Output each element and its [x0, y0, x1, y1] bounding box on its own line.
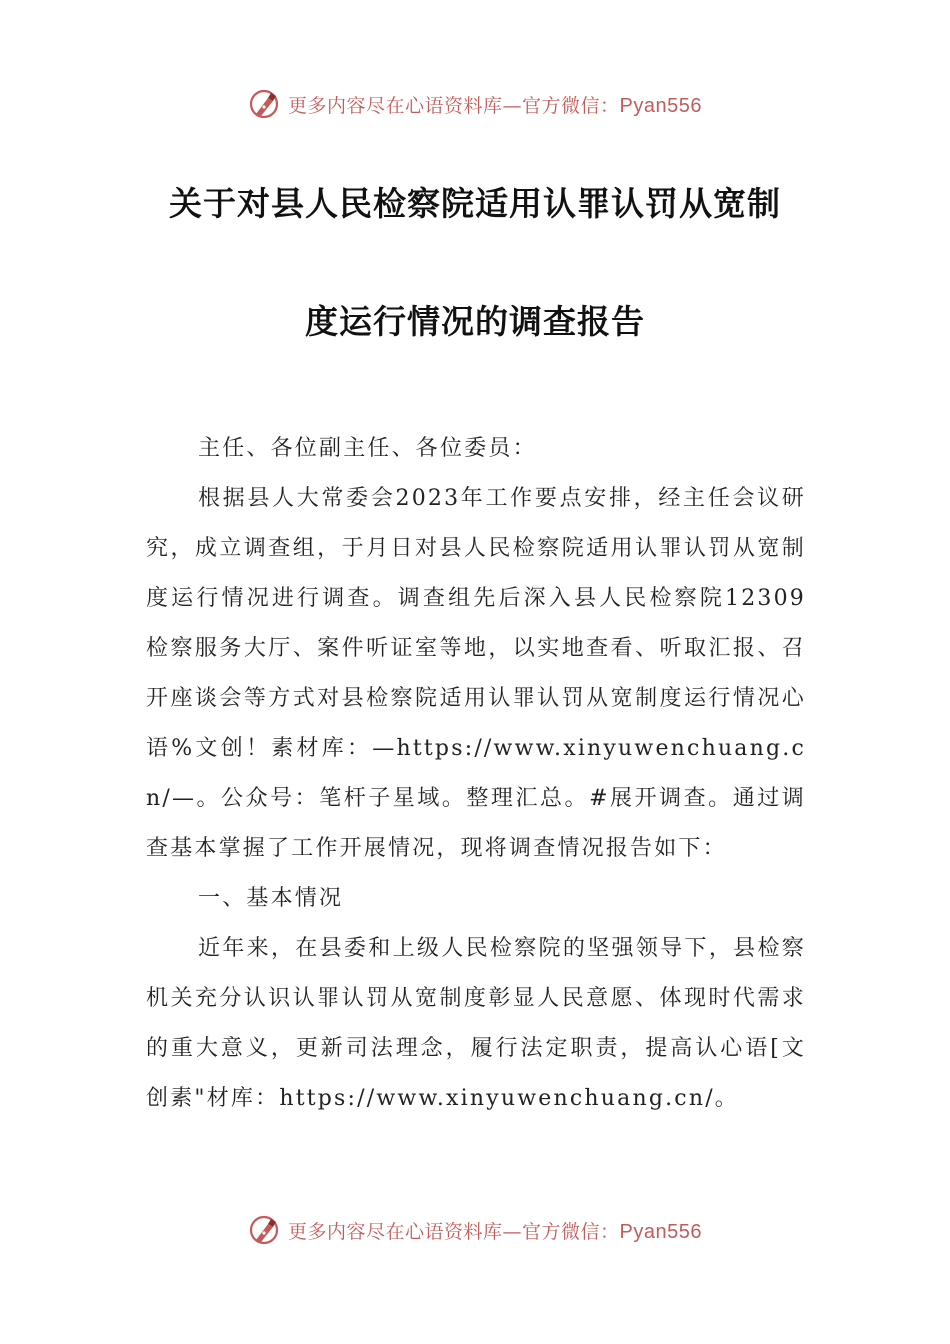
pen-nib-logo-icon: [248, 1214, 280, 1246]
header-banner: [0, 84, 950, 124]
document-title-line-1: 关于对县人民检察院适用认罪认罚从宽制: [169, 184, 781, 223]
document-body: [146, 424, 806, 1124]
document-title-line-2: 度运行情况的调查报告: [305, 302, 645, 341]
header-banner-text: 更多内容尽在心语资料库—官方微信：Pyan556: [288, 94, 702, 117]
paragraph-2: 近年来，在县委和上级人民检察院的坚强领导下，县检察机关充分认识认罪认罚从宽制度彰显人民意愿、体现时代需求的重大意义，更新司法理念，履行法定职责，提高认心语[文创素"材库：https://www.xinyuwenchuang.cn/。: [146, 936, 806, 1111]
footer-banner: [0, 1210, 950, 1250]
pen-nib-logo-icon: [248, 88, 280, 120]
section-1-heading: 一、基本情况: [198, 886, 344, 911]
paragraph-1: 根据县人大常委会2023年工作要点安排，经主任会议研究，成立调查组，于月日对县人民检察院适用认罪认罚从宽制度运行情况进行调查。调查组先后深入县人民检察院12309检察服务大厅、案件听证室等地，以实地查看、听取汇报、召开座谈会等方式对县检察院适用认罪认罚从宽制度运行情况心语%文创！素材库：—https://www.xinyuwenchuang.cn/—。公众号：笔杆子星域。整理汇总。#展开调查。通过调查基本掌握了工作开展情况，现将调查情况报告如下：: [146, 486, 806, 861]
footer-banner-text: 更多内容尽在心语资料库—官方微信：Pyan556: [288, 1220, 702, 1243]
salutation: 主任、各位副主任、各位委员：: [198, 436, 537, 461]
